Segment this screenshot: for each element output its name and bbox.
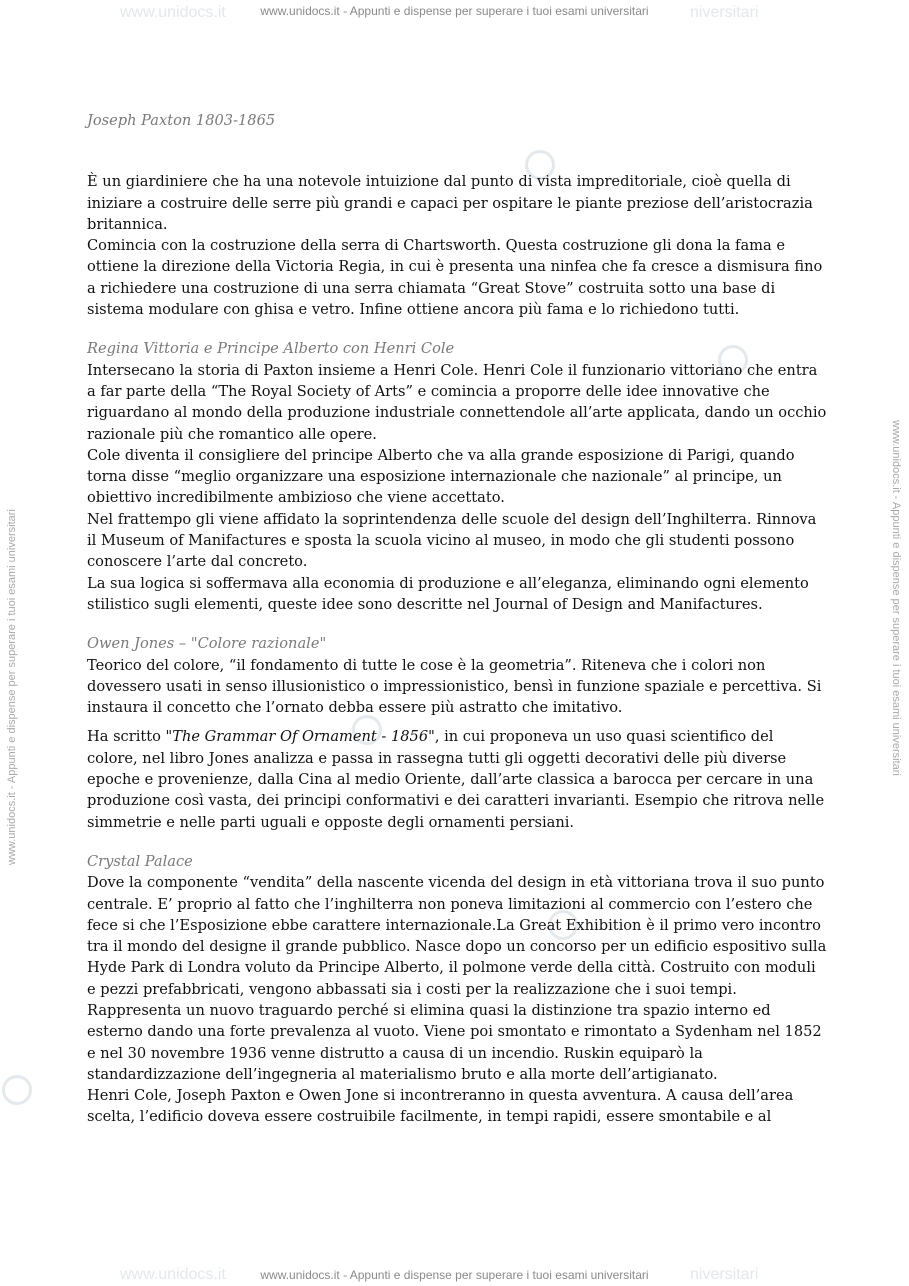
faint-watermark-bottom-right: niversitari xyxy=(690,1266,759,1283)
section-heading-crystal-palace: Crystal Palace xyxy=(87,852,193,870)
victoria-paragraph-4: La sua logica si soffermava alla economia di produzione e all’eleganza, eliminando ogni elemento stilistico sugli elementi, queste idee sono descritte nel Journal of Design and Manifactures. xyxy=(87,574,809,613)
watermark-bottom: www.unidocs.it - Appunti e dispense per superare i tuoi esami universitari xyxy=(260,1268,649,1282)
watermark-side-left: www.unidocs.it - Appunti e dispense per superare i tuoi esami universitari xyxy=(6,509,18,865)
victoria-paragraph-1: Intersecano la storia di Paxton insieme a Henri Cole. Henri Cole il funzionario vittoriano che entra a far parte della “The Royal Society of Arts” e comincia a proporre delle idee innovative che riguardano al mondo della produzione industriale connettendole all’arte applicata, dando un occhio razionale più che romantico alle opere. xyxy=(87,361,827,443)
document-body xyxy=(87,110,827,1128)
section-heading-victoria: Regina Vittoria e Principe Alberto con Henri Cole xyxy=(87,340,455,358)
book-title: "The Grammar Of Ornament - 1856" xyxy=(165,728,435,746)
watermark-side-right: www.unidocs.it - Appunti e dispense per superare i tuoi esami universitari xyxy=(890,420,902,776)
jones-paragraph-2-rest: , in cui proponeva un uso quasi scientifico del colore, nel libro Jones analizza e passa in rassegna tutti gli oggetti decorativi delle più diverse epoche e provenienze, dalla Cina al medio Oriente, dall’arte classica a barocca per cercare in una produzione così vasta, dei principi conformativi e dei caratteri invarianti. Esempio che ritrova nelle simmetrie e nelle parti uguali e opposte degli ornamenti persiani. xyxy=(87,728,825,831)
jones-paragraph-1: Teorico del colore, “il fondamento di tutte le cose è la geometria”. Riteneva che i colori non dovessero usati in senso illusionistico o impressionistico, bensì in funzione spaziale e percettiva. Si instaura il concetto che l’ornato debba essere più astratto che imitativo. xyxy=(87,656,822,717)
unidocs-logo-icon xyxy=(2,1075,32,1105)
paxton-paragraph-1: È un giardiniere che ha una notevole intuizione dal punto di vista impreditoriale, cioè quella di iniziare a costruire delle serre più grandi e capaci per ospitare le piante preziose dell’aristocrazia britannica. xyxy=(87,173,813,233)
crystal-paragraph-2: Henri Cole, Joseph Paxton e Owen Jone si incontreranno in questa avventura. A causa dell’area scelta, l’edificio doveva essere costruibile facilmente, in tempi rapidi, essere smontabile e al xyxy=(87,1087,794,1126)
paxton-paragraph-2: Comincia con la costruzione della serra di Chartsworth. Questa costruzione gli dona la fama e ottiene la direzione della Victoria Regia, in cui è presenta una ninfea che fa cresce a dismisura fino a richiedere una costruzione di una serra chiamata “Great Stove” costruita sotto una base di sistema modulare con ghisa e vetro. Infine ottiene ancora più fama e lo richiedono tutti. xyxy=(87,237,823,319)
watermark-top: www.unidocs.it - Appunti e dispense per superare i tuoi esami universitari xyxy=(260,4,649,18)
jones-paragraph-2 xyxy=(87,726,827,832)
section-heading-jones: Owen Jones – "Colore razionale" xyxy=(87,635,327,653)
victoria-paragraph-3: Nel frattempo gli viene affidato la soprintendenza delle scuole del design dell’Inghilterra. Rinnova il Museum of Manifactures e sposta la scuola vicino al museo, in modo che gli studenti possono conoscere l’arte dal concreto. xyxy=(87,510,817,571)
faint-watermark-top-left: www.unidocs.it xyxy=(120,4,226,21)
jones-paragraph-2-prefix: Ha scritto xyxy=(87,728,166,746)
document-title: Joseph Paxton 1803-1865 xyxy=(87,112,276,129)
faint-watermark-top-right: niversitari xyxy=(690,4,759,21)
victoria-paragraph-2: Cole diventa il consigliere del principe Alberto che va alla grande esposizione di Parigi, quando torna disse “meglio organizzare una esposizione internazionale che nazionale” al principe, un obiettivo incredibilmente ambizioso che viene accettato. xyxy=(87,446,795,507)
crystal-paragraph-1: Dove la componente “vendita” della nascente vicenda del design in età vittoriana trova il suo punto centrale. E’ proprio al fatto che l’inghilterra non poneva limitazioni al commercio con l’estero che fece si che l’Esposizione ebbe carattere internazionale.La Great Exhibition è il primo vero incontro tra il mondo del designe il grande pubblico. Nasce dopo un concorso per un edificio espositivo sulla Hyde Park di Londra voluto da Principe Alberto, il polmone verde della città. Costruito con moduli e pezzi prefabbricati, vengono abbassati sia i costi per la realizzazione che i suoi tempi. Rappresenta un nuovo traguardo perché si elimina quasi la distinzione tra spazio interno ed esterno dando una forte prevalenza al vuoto. Viene poi smontato e rimontato a Sydenham nel 1852 e nel 30 novembre 1936 venne distrutto a causa di un incendio. Ruskin equiparò la standardizzazione dell’ingegneria al materialismo bruto e alla morte dell’artigianato. xyxy=(87,874,827,1083)
faint-watermark-bottom-left: www.unidocs.it xyxy=(120,1266,226,1283)
